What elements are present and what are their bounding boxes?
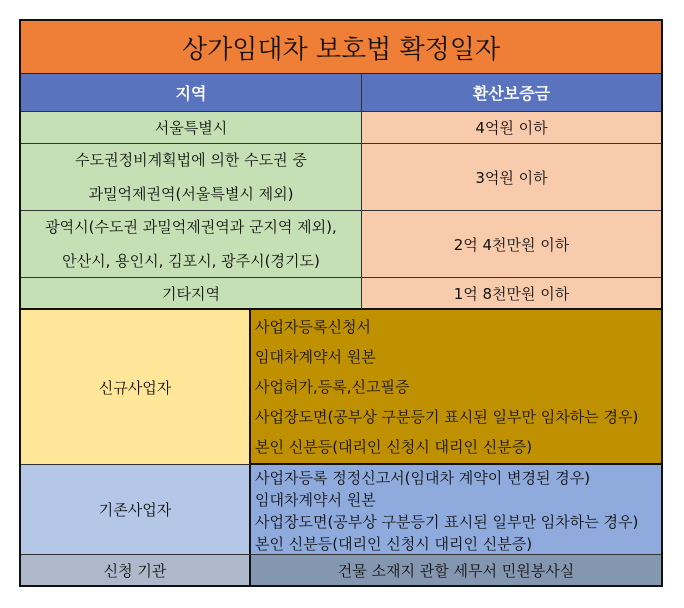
region-line: 광역시(수도권 과밀억제권역과 군지역 제외), — [45, 218, 337, 236]
region-cell — [21, 112, 362, 144]
region-line: 과밀억제권역(서울특별시 제외) — [88, 185, 294, 203]
region-cell — [21, 278, 362, 310]
doc-item: 사업자등록 정정신고서(임대차 계약이 변경된 경우) — [255, 469, 591, 487]
region-line: 안산시, 용인시, 김포시, 광주시(경기도) — [62, 252, 320, 270]
deposit-cell: 2억 4천만원 이하 — [362, 211, 661, 278]
region-line: 수도권정비계획법에 의한 수도권 중 — [75, 151, 307, 169]
doc-item: 사업자등록신청서 — [255, 318, 371, 336]
table-title: 상가임대차 보호법 확정일자 — [21, 21, 661, 74]
doc-item: 본인 신분등(대리인 신청시 대리인 신분증) — [255, 535, 533, 553]
region-line: 기타지역 — [162, 284, 220, 303]
header-deposit: 환산보증금 — [362, 74, 661, 112]
header-region: 지역 — [21, 74, 362, 112]
doc-item: 사업장도면(공부상 구분등기 표시된 일부만 임차하는 경우) — [255, 513, 639, 531]
confirmed-date-table — [19, 19, 663, 587]
existing-business-label: 기존사업자 — [21, 465, 251, 555]
existing-business-docs — [251, 465, 661, 555]
doc-item: 임대차계약서 원본 — [255, 348, 376, 366]
doc-item: 사업허가,등록,신고필증 — [255, 378, 410, 396]
doc-item: 본인 신분등(대리인 신청시 대리인 신분증) — [255, 438, 533, 456]
region-cell — [21, 144, 362, 211]
new-business-docs — [251, 310, 661, 465]
deposit-cell: 4억원 이하 — [362, 112, 661, 144]
region-cell — [21, 211, 362, 278]
deposit-cell: 3억원 이하 — [362, 144, 661, 211]
agency-value: 건물 소재지 관할 세무서 민원봉사실 — [251, 555, 661, 585]
deposit-cell: 1억 8천만원 이하 — [362, 278, 661, 310]
agency-label: 신청 기관 — [21, 555, 251, 585]
new-business-label: 신규사업자 — [21, 310, 251, 465]
region-line: 서울특별시 — [154, 119, 228, 137]
doc-item: 임대차계약서 원본 — [255, 491, 376, 509]
doc-item: 사업장도면(공부상 구분등기 표시된 일부만 임차하는 경우) — [255, 408, 639, 426]
